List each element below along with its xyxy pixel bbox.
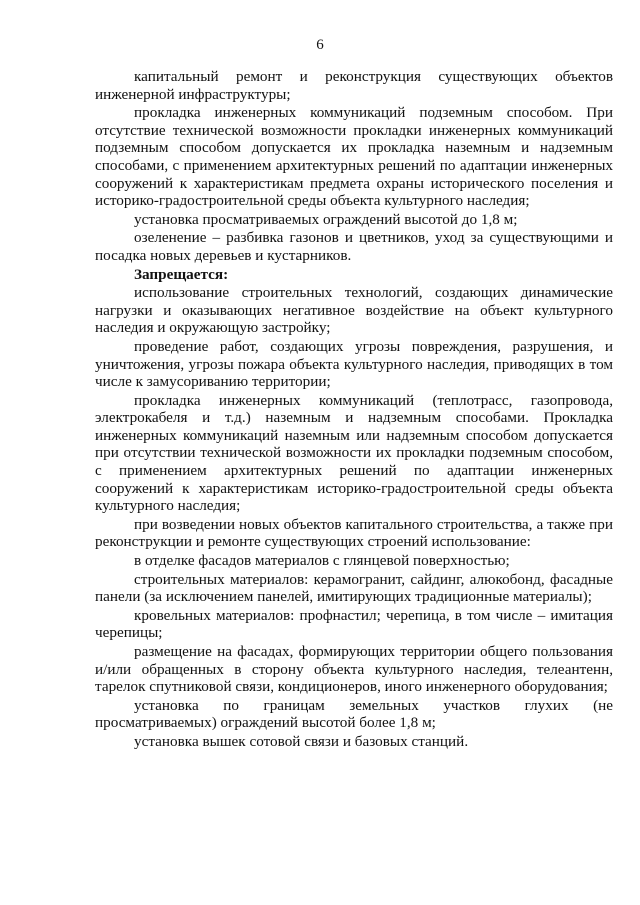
prohibited-item: строительных материалов: керамогранит, сайдинг, алюкобонд, фасадные панели (за исключением панелей, имитирующих традиционные материалы);	[95, 570, 613, 606]
prohibited-item: установка вышек сотовой связи и базовых станций.	[134, 732, 469, 750]
paragraph: озеленение – разбивка газонов и цветников, уход за существующими и посадка новых деревьев и кустарников.	[95, 229, 613, 264]
prohibited-item: установка по границам земельных участков глухих (не просматриваемых) ограждений высотой более 1,8 м;	[95, 696, 613, 732]
prohibited-item: использование строительных технологий, создающих динамические нагрузки и оказывающих негативное воздействие на объект культурного наследия и окружающую застройку;	[95, 284, 613, 337]
paragraph: установка просматриваемых ограждений высотой до 1,8 м;	[134, 210, 518, 228]
paragraph: прокладка инженерных коммуникаций подземным способом. При отсутствие технической возможности прокладки инженерных коммуникаций подземным способом допускается их прокладка наземным и надземным способами, с применением архитектурных решений по адаптации инженерных сооружений к характеристикам предмета охраны исторического поселения и историко-градостроительной среды объекта культурного наследия;	[95, 104, 613, 210]
prohibited-item: проведение работ, создающих угрозы повреждения, разрушения, и уничтожения, угрозы пожара объекта культурного наследия, приводящих в том числе к замусориванию территории;	[95, 337, 613, 391]
prohibited-item: прокладка инженерных коммуникаций (теплотрасс, газопровода, электрокабеля и т.д.) наземным и надземным способами. Прокладка инженерных коммуникаций наземным или надземным способом допускается при отсутствии технической возможности их прокладки подземным способом, с применением архитектурных решений по адаптации инженерных сооружений к характеристикам историко-градостроительной среды объекта культурного наследия;	[95, 391, 613, 515]
section-heading: Запрещается:	[134, 265, 229, 283]
document-body	[95, 68, 613, 752]
prohibited-item: размещение на фасадах, формирующих территории общего пользования и/или обращенных в сторону объекта культурного наследия, телеантенн, тарелок спутниковой связи, кондиционеров, иного инженерного оборудования;	[95, 643, 613, 696]
prohibited-item: при возведении новых объектов капитального строительства, а также при реконструкции и ремонте существующих строений использование:	[95, 515, 613, 551]
page-number: 6	[316, 37, 324, 53]
paragraph: капитальный ремонт и реконструкция существующих объектов инженерной инфраструктуры;	[95, 68, 613, 103]
prohibited-item: в отделке фасадов материалов с глянцевой поверхностью;	[134, 552, 510, 570]
prohibited-item: кровельных материалов: профнастил; черепица, в том числе – имитация черепицы;	[95, 606, 613, 642]
